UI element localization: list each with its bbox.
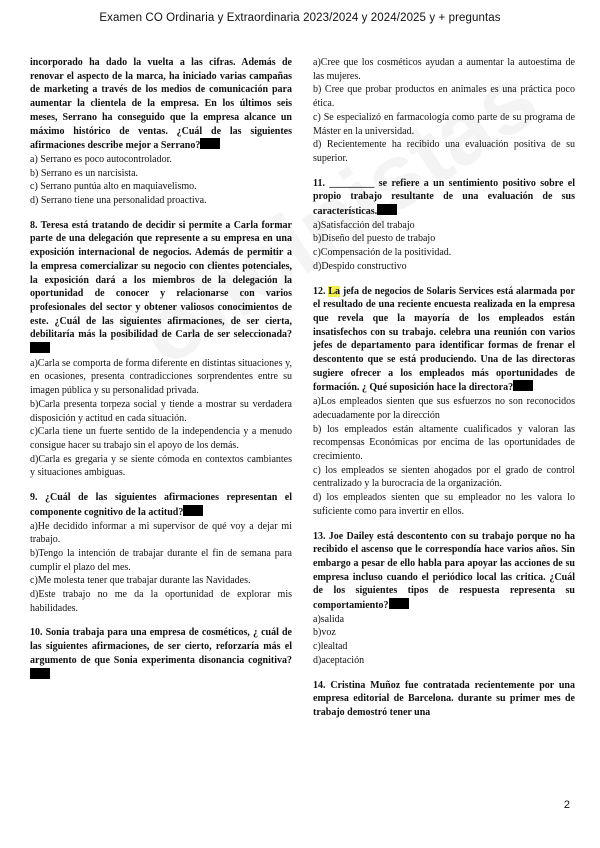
redaction-mark bbox=[30, 668, 50, 679]
redaction-mark bbox=[389, 598, 409, 609]
highlighted-text: La bbox=[328, 285, 341, 297]
question-12-stem: 12. La jefa de negocios de Solaris Services está alarmada por el resultado de una reciente encuesta realizada en la empresa que revela que la mayoría de los empleados están insatisfechos con su trabajo. celebra una reunión con varios jefes de departamento para identificar formas de frenar el descontento que se está produciendo. Una de las directoras sugiere ofrecer a los empleados más oportunidades de formación. ¿ Qué suposición hace la directora? bbox=[313, 285, 575, 394]
question-11-option-a: a)Satisfacción del trabajo bbox=[313, 219, 415, 231]
question-13-option-d: d)aceptación bbox=[313, 654, 365, 666]
question-13-option-c: c)lealtad bbox=[313, 641, 348, 653]
question-12-option-c: c) los empleados se sienten ahogados por el grado de control centralizado y la burocracia de la organización. bbox=[313, 464, 575, 490]
redaction-mark bbox=[513, 380, 533, 391]
question-8-option-d: d)Carla es gregaria y se siente cómoda en contextos cambiantes y situaciones ambiguas. bbox=[30, 453, 292, 479]
question-11-option-d: d)Despido constructivo bbox=[313, 260, 407, 272]
question-11-stem: 11. _________ se refiere a un sentimiento positivo sobre el propio trabajo resultante de una evaluación de sus características. bbox=[313, 177, 575, 218]
question-9-option-d: d)Este trabajo no me da la oportunidad de explorar mis habilidades. bbox=[30, 589, 292, 614]
question-8-option-c: c)Carla tiene un fuerte sentido de la independencia y a menudo consigue hacer su trabajo sin el apoyo de los demás. bbox=[30, 426, 292, 451]
redaction-mark bbox=[377, 204, 397, 215]
left-column bbox=[30, 56, 292, 682]
question-7-stem: incorporado ha dado la vuelta a las cifras. Además de renovar el aspecto de la marca, ha iniciado varias campañas de marketing a través de los medios de comunicación para aumentar la clientela de la empresa. En los últimos seis meses, Serrano ha conseguido que la empresa alcance un máximo histórico de ventas. ¿Cuál de las siguientes afirmaciones describe mejor a Serrano? bbox=[30, 57, 292, 152]
question-12-option-d: d) los empleados sienten que su empleador no les valora lo suficiente como para invertir en ellos. bbox=[313, 492, 575, 517]
question-9-option-c: c)Me molesta tener que trabajar durante las Navidades. bbox=[30, 575, 251, 587]
question-8-option-b: b)Carla presenta torpeza social y tiende a mostrar su verdadera disposición y actitud en cada situación. bbox=[30, 398, 292, 424]
question-10-option-a: a)Cree que los cosméticos ayudan a aumentar la autoestima de las mujeres. bbox=[313, 57, 575, 82]
question-13-stem: 13. Joe Dailey está descontento con su trabajo porque no ha recibido el ascenso que le correspondía hace varios años. Sin embargo a pesar de ello habla para apoyar las acciones de su empresa incluso cuando el periódico local las critica. ¿Cuál de los siguientes tipos de respuesta representa su comportamiento? bbox=[313, 530, 575, 612]
page-number: 2 bbox=[563, 799, 570, 811]
question-9-stem: 9. ¿Cuál de las siguientes afirmaciones representan el componente cognitivo de la actitud? bbox=[30, 492, 292, 518]
question-7-option-d: d) Serrano tiene una personalidad proactiva. bbox=[30, 195, 207, 207]
question-14-stem: 14. Cristina Muñoz fue contratada recientemente por una empresa editorial de Barcelona. durante su primer mes de trabajo demostró tener una bbox=[313, 679, 575, 718]
redaction-mark bbox=[30, 342, 50, 353]
redaction-mark bbox=[200, 138, 220, 149]
question-8-option-a: a)Carla se comporta de forma diferente en distintas situaciones y, en ocasiones, presenta contradicciones sorprendentes entre su imagen pública y su personalidad privada. bbox=[30, 357, 292, 397]
page-header: Examen CO Ordinaria y Extraordinaria 2023/2024 y 2024/2025 y + preguntas bbox=[99, 12, 501, 24]
question-13-option-a: a)salida bbox=[313, 613, 345, 625]
question-12-option-a: a)Los empleados sienten que sus esfuerzos no son reconocidos adecuadamente por la dirección bbox=[313, 396, 575, 421]
right-column bbox=[313, 56, 575, 720]
question-9-option-b: b)Tengo la intención de trabajar durante el fin de semana para cumplir el plazo del mes. bbox=[30, 547, 292, 573]
question-13-option-b: b)voz bbox=[313, 627, 336, 639]
question-9-option-a: a)He decidido informar a mi supervisor de qué voy a dejar mi trabajo. bbox=[30, 520, 292, 546]
question-11-option-c: c)Compensación de la positividad. bbox=[313, 247, 452, 259]
question-7-option-a: a) Serrano es poco autocontrolador. bbox=[30, 153, 172, 165]
question-10-stem: 10. Sonia trabaja para una empresa de cosméticos, ¿ cuál de las siguientes afirmaciones, de ser cierto, reforzaría más el argumento de que Sonia experimenta disonancia cognitiva? bbox=[30, 626, 292, 682]
question-12-option-b: b) los empleados están altamente cualificados y valoran las recompensas Económicas por encima de las oportunidades de crecimiento. bbox=[313, 423, 575, 462]
question-11-option-b: b)Diseño del puesto de trabajo bbox=[313, 233, 436, 245]
question-7-option-b: b) Serrano es un narcisista. bbox=[30, 167, 139, 179]
question-7-option-c: c) Serrano puntúa alto en maquiavelismo. bbox=[30, 181, 197, 193]
redaction-mark bbox=[183, 505, 203, 516]
question-10-option-b: b) Cree que probar productos en animales es una práctica poco ética. bbox=[313, 84, 575, 110]
question-10-option-d: d) Recientemente ha recibido una evaluación positiva de su superior. bbox=[313, 139, 575, 164]
question-10-option-c: c) Se especializó en farmacología como parte de su programa de Máster en la universidad. bbox=[313, 111, 575, 137]
question-8-stem: 8. Teresa está tratando de decidir si permite a Carla formar parte de una delegación que represente a su empresa en una exposición internacional de negocios. Además de permitir a la empresa comercializar su negocio con clientes potenciales, la exposición dará a los miembros de la delegación la oportunidad de conocer y relacionarse con varios profesionales del sector y obtener valiosos conocimientos de este. ¿Cuál de las siguientes afirmaciones, de ser cierta, debilitaría más la posibilidad de Carla de ser seleccionada? bbox=[30, 219, 292, 357]
